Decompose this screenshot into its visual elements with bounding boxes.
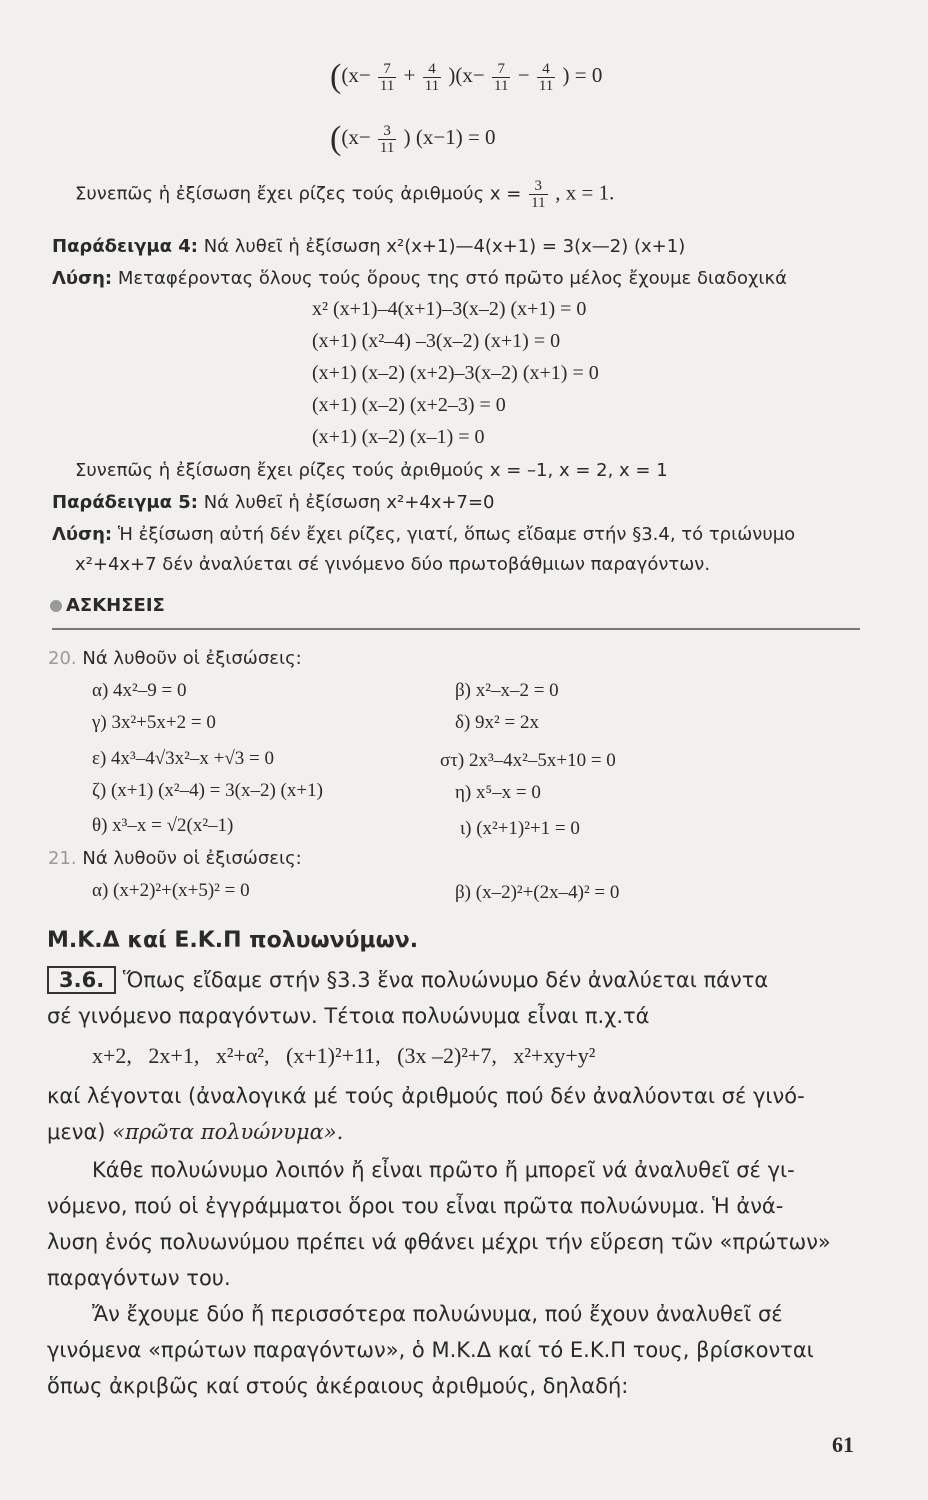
example-5-solution-cont: x²+4x+7 δέν ἀναλύεται σέ γινόμενο δύο πρωτοβάθμιων παραγόντων. (75, 554, 711, 575)
example-5-solution: Λύση: Ἡ ἐξίσωση αὐτή δέν ἔχει ρίζες, γιατί, ὅπως εἴδαμε στήν §3.4, τό τριώνυμο (52, 524, 796, 545)
equation-line-1: ((x− $\frac{7}{11}$ + $\frac{4}{11}$ )(x− $\frac{7}{11}$ − $\frac{4}{11}$ ) = 0 (330, 58, 603, 95)
section-para-1a: 3.6. Ὅπως εἴδαμε στήν §3.3 ἕνα πολυώνυμο δέν ἀναλύεται πάντα (47, 966, 768, 994)
equation-line-2: ((x− $\frac{3}{11}$ ) (x−1) = 0 (330, 120, 496, 157)
exercise-21-b: β) (x–2)²+(2x–4)² = 0 (455, 882, 620, 903)
section-number-box: 3.6. (47, 966, 116, 994)
section-para-3b: νόμενο, πού οἱ ἐγγράμματοι ὅροι του εἶναι πρῶτα πολυώνυμα. Ἡ ἀνά- (47, 1194, 784, 1218)
exercise-20-i: θ) x³–x = √2(x²–1) (92, 815, 234, 836)
exercises-heading: ΑΣΚΗΣΕΙΣ (50, 595, 165, 616)
section-para-3d: παραγόντων του. (47, 1266, 231, 1290)
page-number: 61 (832, 1432, 854, 1457)
section-para-3c: λυση ἑνός πολυωνύμου πρέπει νά φθάνει μέχρι τήν εὕρεση τῶν «πρώτων» (47, 1230, 831, 1254)
example-5-statement: Παράδειγμα 5: Νά λυθεῖ ἡ ἐξίσωση x²+4x+7=0 (52, 492, 495, 513)
example-4-step-5: (x+1) (x–2) (x–1) = 0 (312, 426, 485, 448)
exercise-20-d: δ) 9x² = 2x (455, 712, 539, 733)
example-4-step-3: (x+1) (x–2) (x+2)–3(x–2) (x+1) = 0 (312, 362, 599, 384)
term-prime-polynomials: «πρῶτα πολυώνυμα». (112, 1120, 344, 1144)
exercise-20: 20. Νά λυθοῦν οἱ ἐξισώσεις: (48, 648, 302, 669)
section-para-2a: καί λέγονται (ἀναλογικά μέ τούς ἀριθμούς πού δέν ἀναλύονται σέ γινό- (47, 1084, 805, 1108)
exercise-20-j: ι) (x²+1)²+1 = 0 (460, 818, 580, 839)
example-4-step-4: (x+1) (x–2) (x+2–3) = 0 (312, 394, 506, 416)
example-4-solution-intro: Λύση: Μεταφέροντας ὅλους τούς ὅρους της στό πρῶτο μέλος ἔχουμε διαδοχικά (52, 268, 787, 289)
exercise-20-g: ζ) (x+1) (x²–4) = 3(x–2) (x+1) (92, 780, 323, 801)
exercise-20-h: η) x⁵–x = 0 (455, 782, 541, 803)
section-title: Μ.Κ.Δ καί Ε.Κ.Π πολυωνύμων. (47, 928, 419, 953)
exercise-20-f: στ) 2x³–4x²–5x+10 = 0 (440, 750, 616, 771)
section-para-4b: γινόμενα «πρώτων παραγόντων», ὁ Μ.Κ.Δ καί τό Ε.Κ.Π τους, βρίσκονται (47, 1338, 814, 1362)
roots-sentence-1: Συνεπῶς ἡ ἐξίσωση ἔχει ρίζες τούς ἀριθμούς x = $\frac{3}{11}$ , x = 1. (75, 178, 615, 211)
exercise-20-a: α) 4x²–9 = 0 (92, 680, 187, 701)
section-para-4c: ὅπως ἀκριβῶς καί στούς ἀκέραιους ἀριθμούς, δηλαδή: (47, 1374, 629, 1398)
section-para-1b: σέ γινόμενο παραγόντων. Τέτοια πολυώνυμα εἶναι π.χ.τά (47, 1004, 650, 1028)
exercise-20-e: ε) 4x³–4√3x²–x +√3 = 0 (92, 748, 274, 769)
section-para-3a: Κάθε πολυώνυμο λοιπόν ἤ εἶναι πρῶτο ἤ μπορεῖ νά ἀναλυθεῖ σέ γι- (92, 1158, 795, 1182)
exercise-21-a: α) (x+2)²+(x+5)² = 0 (92, 880, 250, 901)
example-4-step-2: (x+1) (x²–4) –3(x–2) (x+1) = 0 (312, 330, 561, 352)
prime-polynomials-list: x+2, 2x+1, x²+α², (x+1)²+11, (3x –2)²+7, x²+xy+y² (92, 1043, 596, 1068)
example-4-roots: Συνεπῶς ἡ ἐξίσωση ἔχει ρίζες τούς ἀριθμούς x = –1, x = 2, x = 1 (75, 460, 668, 481)
exercise-21: 21. Νά λυθοῦν οἱ ἐξισώσεις: (48, 848, 302, 869)
bullet-dot-icon (50, 600, 62, 612)
exercises-rule (52, 628, 860, 630)
example-4-step-1: x² (x+1)–4(x+1)–3(x–2) (x+1) = 0 (312, 298, 587, 320)
example-4-statement: Παράδειγμα 4: Νά λυθεῖ ἡ ἐξίσωση x²(x+1)—4(x+1) = 3(x—2) (x+1) (52, 236, 686, 257)
section-para-4a: Ἄν ἔχουμε δύο ἤ περισσότερα πολυώνυμα, πού ἔχουν ἀναλυθεῖ σέ (92, 1302, 783, 1326)
section-para-2b: μενα) «πρῶτα πολυώνυμα». (47, 1120, 344, 1144)
exercise-20-b: β) x²–x–2 = 0 (455, 680, 559, 701)
exercise-20-c: γ) 3x²+5x+2 = 0 (92, 712, 216, 733)
